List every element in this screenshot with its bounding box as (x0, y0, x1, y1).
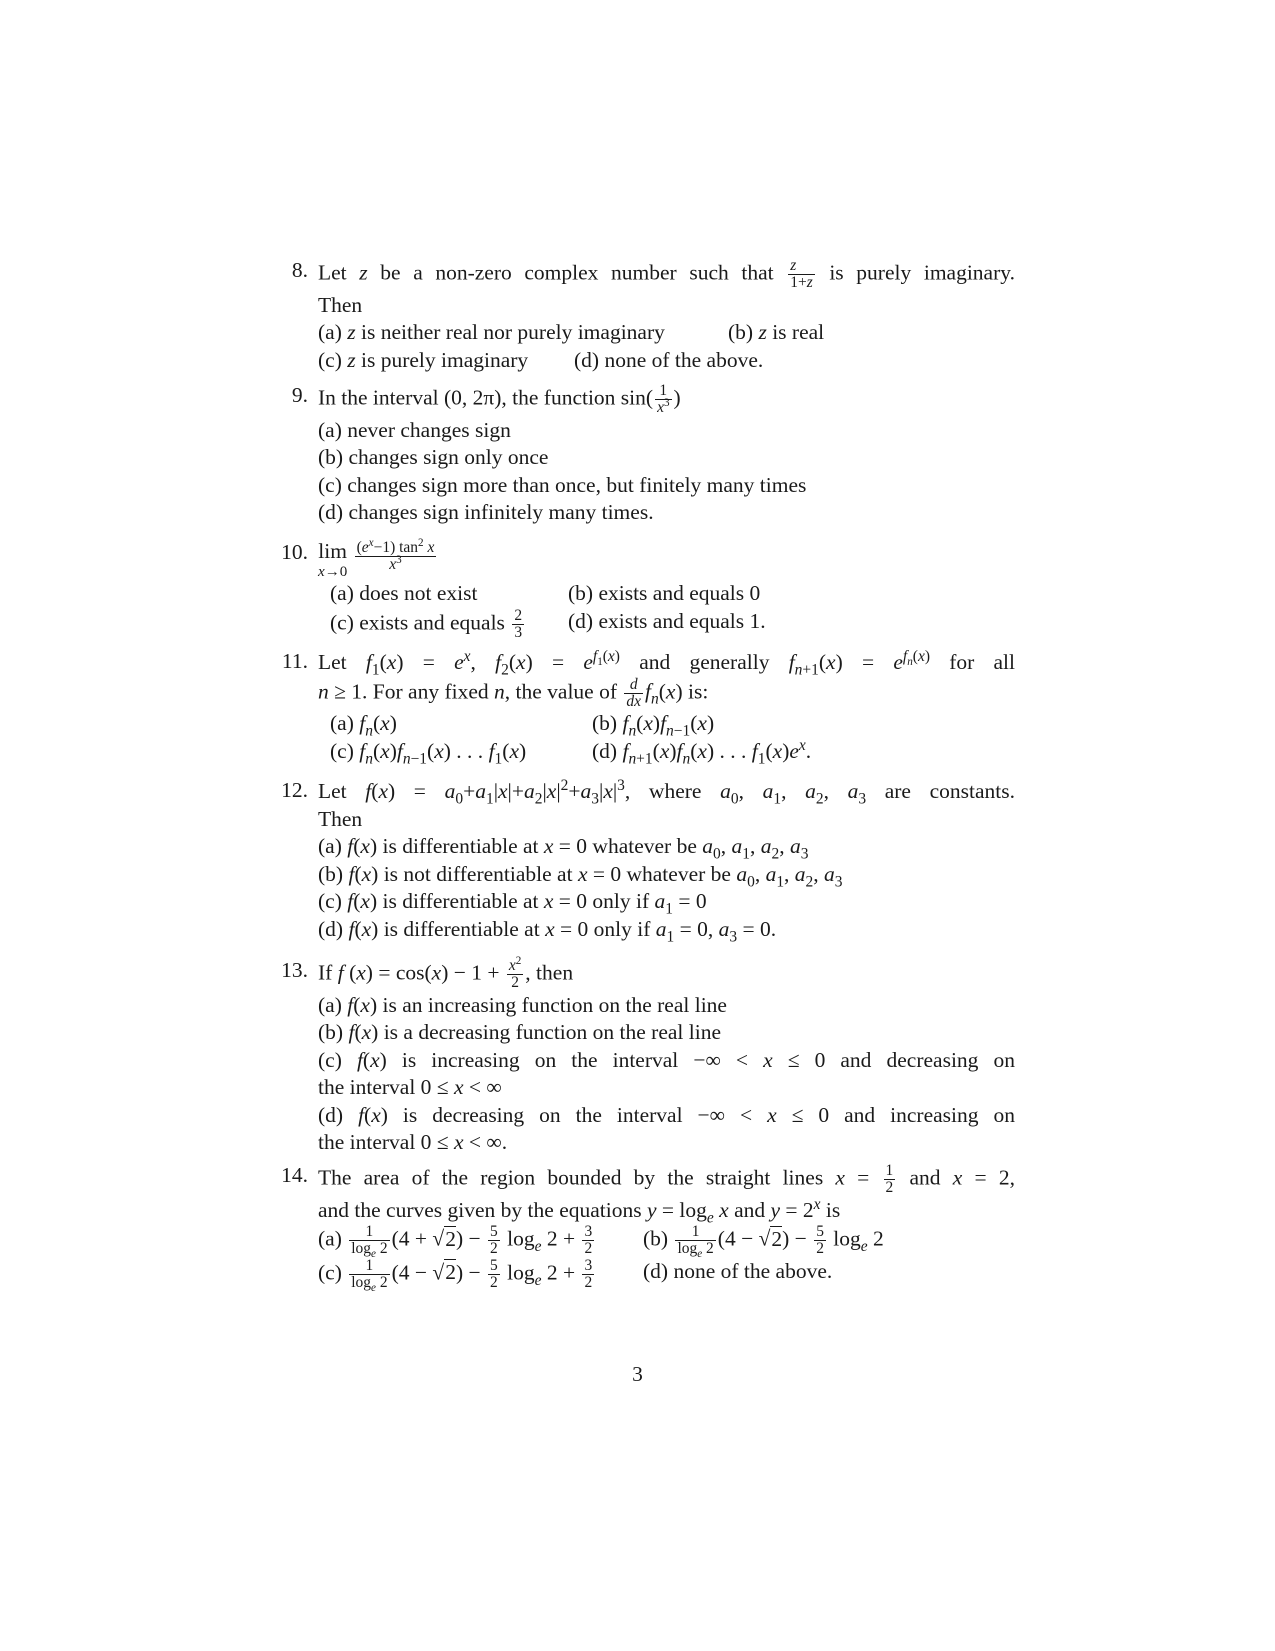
option-d: (d) none of the above. (574, 347, 764, 372)
question-stem: Let $f_1(x) = e^x$, $f_2(x) = e^{f_1(x)}$ and generally $f_{n+1}(x) = e^{f_n(x)}$ for all (318, 647, 1015, 679)
option-c: (c) changes sign more than once, but finitely many times (318, 472, 807, 497)
question-14 (270, 1162, 1015, 1294)
option-a: (a) f(x) is differentiable at x = 0 whatever be $a_0$, $a_1$, $a_2$, $a_3$ (318, 834, 809, 863)
question-number: 10. (281, 540, 308, 564)
option-d: (d) none of the above. (643, 1258, 833, 1283)
question-number: 8. (291, 258, 308, 282)
question-stem: Let $f(x) = a_0+a_1|x|+a_2|x|^2+a_3|x|^3$, where $a_0$, $a_1$, $a_2$, $a_3$ are constants. (318, 776, 1015, 808)
page-number: 3 (632, 1362, 643, 1386)
question-number: 13. (281, 958, 308, 982)
option-b: (b) z is real (728, 320, 825, 345)
question-stem: If f (x) = cos(x) − 1 + $\frac{x^2}{2}$ , then (318, 954, 574, 992)
option-a: (a) $\frac{1}{\log_e 2}$ (4 + √2) − $\frac{5}{2}$ $\log_e 2$ + $\frac{3}{2}$ (318, 1223, 593, 1261)
option-b: (b) $\frac{1}{\log_e 2}$ (4 − √2) − $\frac{5}{2}$ $\log_e 2$ (643, 1223, 884, 1261)
question-9 (270, 383, 1015, 527)
option-c: (c) z is purely imaginary (318, 347, 529, 372)
question-stem: Let z be a non-zero complex number such that $\frac{z}{1+z}$ is purely imaginary. (318, 257, 1015, 292)
option-d: (d) f(x) is differentiable at x = 0 only if $a_1 = 0$, $a_3 = 0$. (318, 916, 777, 946)
question-stem: and the curves given by the equations $y = \log_e x$ and $y = 2^x$ is (318, 1195, 841, 1226)
question-number: 12. (281, 778, 308, 802)
question-stem: In the interval (0, 2π), the function sin( $\frac{1}{x^3}$ ) (318, 382, 681, 417)
option-a: (a) does not exist (330, 581, 478, 606)
option-c: (c) f(x) is increasing on the interval −∞ < x ≤ 0 and decreasing on the interval 0 ≤ x < ∞ (318, 1047, 1015, 1100)
question-number: 11. (281, 649, 308, 673)
option-d: (d) exists and equals 1. (568, 608, 766, 633)
option-c: (c) f(x) is differentiable at x = 0 only if $a_1 = 0$ (318, 889, 707, 918)
option-b: (b) $f_n(x)f_{n-1}(x)$ (592, 711, 715, 740)
question-stem: Then (318, 806, 363, 831)
question-11 (270, 649, 1015, 765)
question-12 (270, 778, 1015, 944)
question-stem: n ≥ 1. For any fixed n, the value of $\frac{d}{dx}$ $f_n(x)$ is: (318, 675, 709, 710)
option-c: (c) exists and equals $\frac{2}{3}$ (330, 606, 523, 642)
option-c: (c) $f_n(x)f_{n-1}(x)$ . . . $f_1(x)$ (330, 738, 527, 767)
option-b: (b) changes sign only once (318, 445, 549, 470)
option-a: (a) f(x) is an increasing function on the real line (318, 992, 727, 1017)
option-c: (c) $\frac{1}{\log_e 2}$ (4 − √2) − $\frac{5}{2}$ $\log_e 2$ + $\frac{3}{2}$ (318, 1256, 593, 1294)
option-a: (a) never changes sign (318, 417, 511, 442)
question-13 (270, 954, 1015, 1157)
question-number: 14. (281, 1163, 308, 1187)
option-b: (b) f(x) is not differentiable at x = 0 whatever be $a_0$, $a_1$, $a_2$, $a_3$ (318, 861, 843, 891)
question-8 (270, 258, 1015, 374)
option-d: (d) f(x) is decreasing on the interval −∞ < x ≤ 0 and increasing on the interval 0 ≤ x < ∞. (318, 1102, 1015, 1155)
question-number: 9. (291, 383, 308, 407)
option-a: (a) $f_n(x)$ (330, 711, 397, 740)
question-10 (270, 536, 1015, 642)
option-d: (d) $f_{n+1}(x)f_n(x)$ . . . $f_1(x)e^x$. (592, 736, 812, 767)
question-stem: Then (318, 292, 363, 317)
option-a: (a) z is neither real nor purely imaginary (318, 320, 665, 345)
question-stem: The area of the region bounded by the straight lines x = $\frac{1}{2}$ and x = 2, (318, 1162, 1015, 1197)
option-b: (b) exists and equals 0 (568, 581, 761, 606)
question-stem: lim x→0 $\frac{(e^x-1) \tan^2 x}{x^3}$ (318, 536, 435, 580)
option-b: (b) f(x) is a decreasing function on the real line (318, 1020, 721, 1045)
option-d: (d) changes sign infinitely many times. (318, 500, 654, 525)
